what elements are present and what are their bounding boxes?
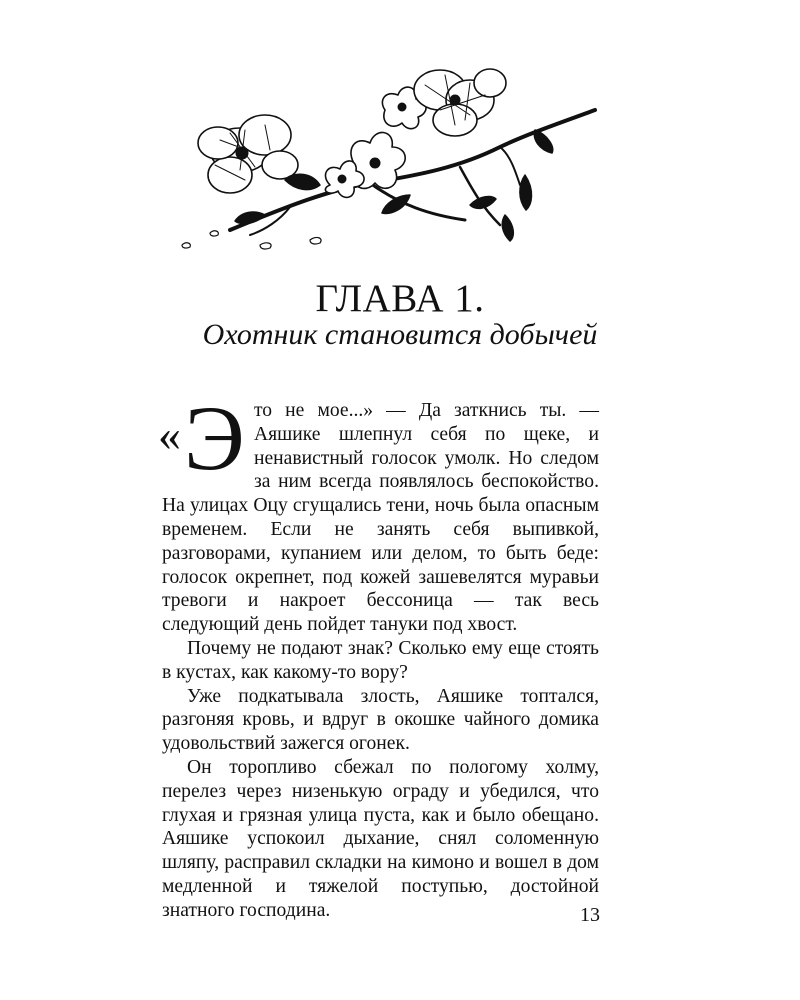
paragraph-2: Почему не подают знак? Сколько ему еще стоять в кустах, как какому-то вору? [162,637,599,683]
drop-cap-quote: « [158,409,181,460]
chapter-body [158,387,599,923]
page-number: 13 [580,904,600,926]
paragraph-text: то не мое...» — Да заткнись ты. — Аяшике шлепнул себя по щеке, и ненавистный голосок умолк. Но следом за ним всегда появлялось беспокойство. На улицах Оцу сгущались тени, ночь была опасным временем. Если не занять себя выпивкой, разговорами, купанием или делом, то быть беде: голосок окрепнет, под кожей зашевелятся муравьи тревоги и накроет бессоница — так весь следующий день пойдет тануки под хвост. [162,400,599,636]
paragraph-3: Уже подкатывала злость, Аяшике топтался, разгоняя кровь, и вдруг в окошке чайного домика удовольствий зажегся огонек. [162,685,599,755]
drop-cap-letter: Э [184,387,245,489]
chapter-number: ГЛАВА 1. [315,277,485,320]
cherry-blossom-branch-illustration [170,55,600,255]
drop-cap [158,387,248,489]
chapter-title: Охотник становится добычей [202,318,598,351]
paragraph-4: Он торопливо сбежал по пологому холму, перелез через низенькую ограду и убедился, что глухая и грязная улица пуста, как и было обещано. Аяшике успокоил дыхание, снял соломенную шляпу, расправил складки на кимоно и вошел в дом медленной и тяжелой поступью, достойной знатного господина. [162,756,599,921]
paragraph-1 [158,387,599,637]
